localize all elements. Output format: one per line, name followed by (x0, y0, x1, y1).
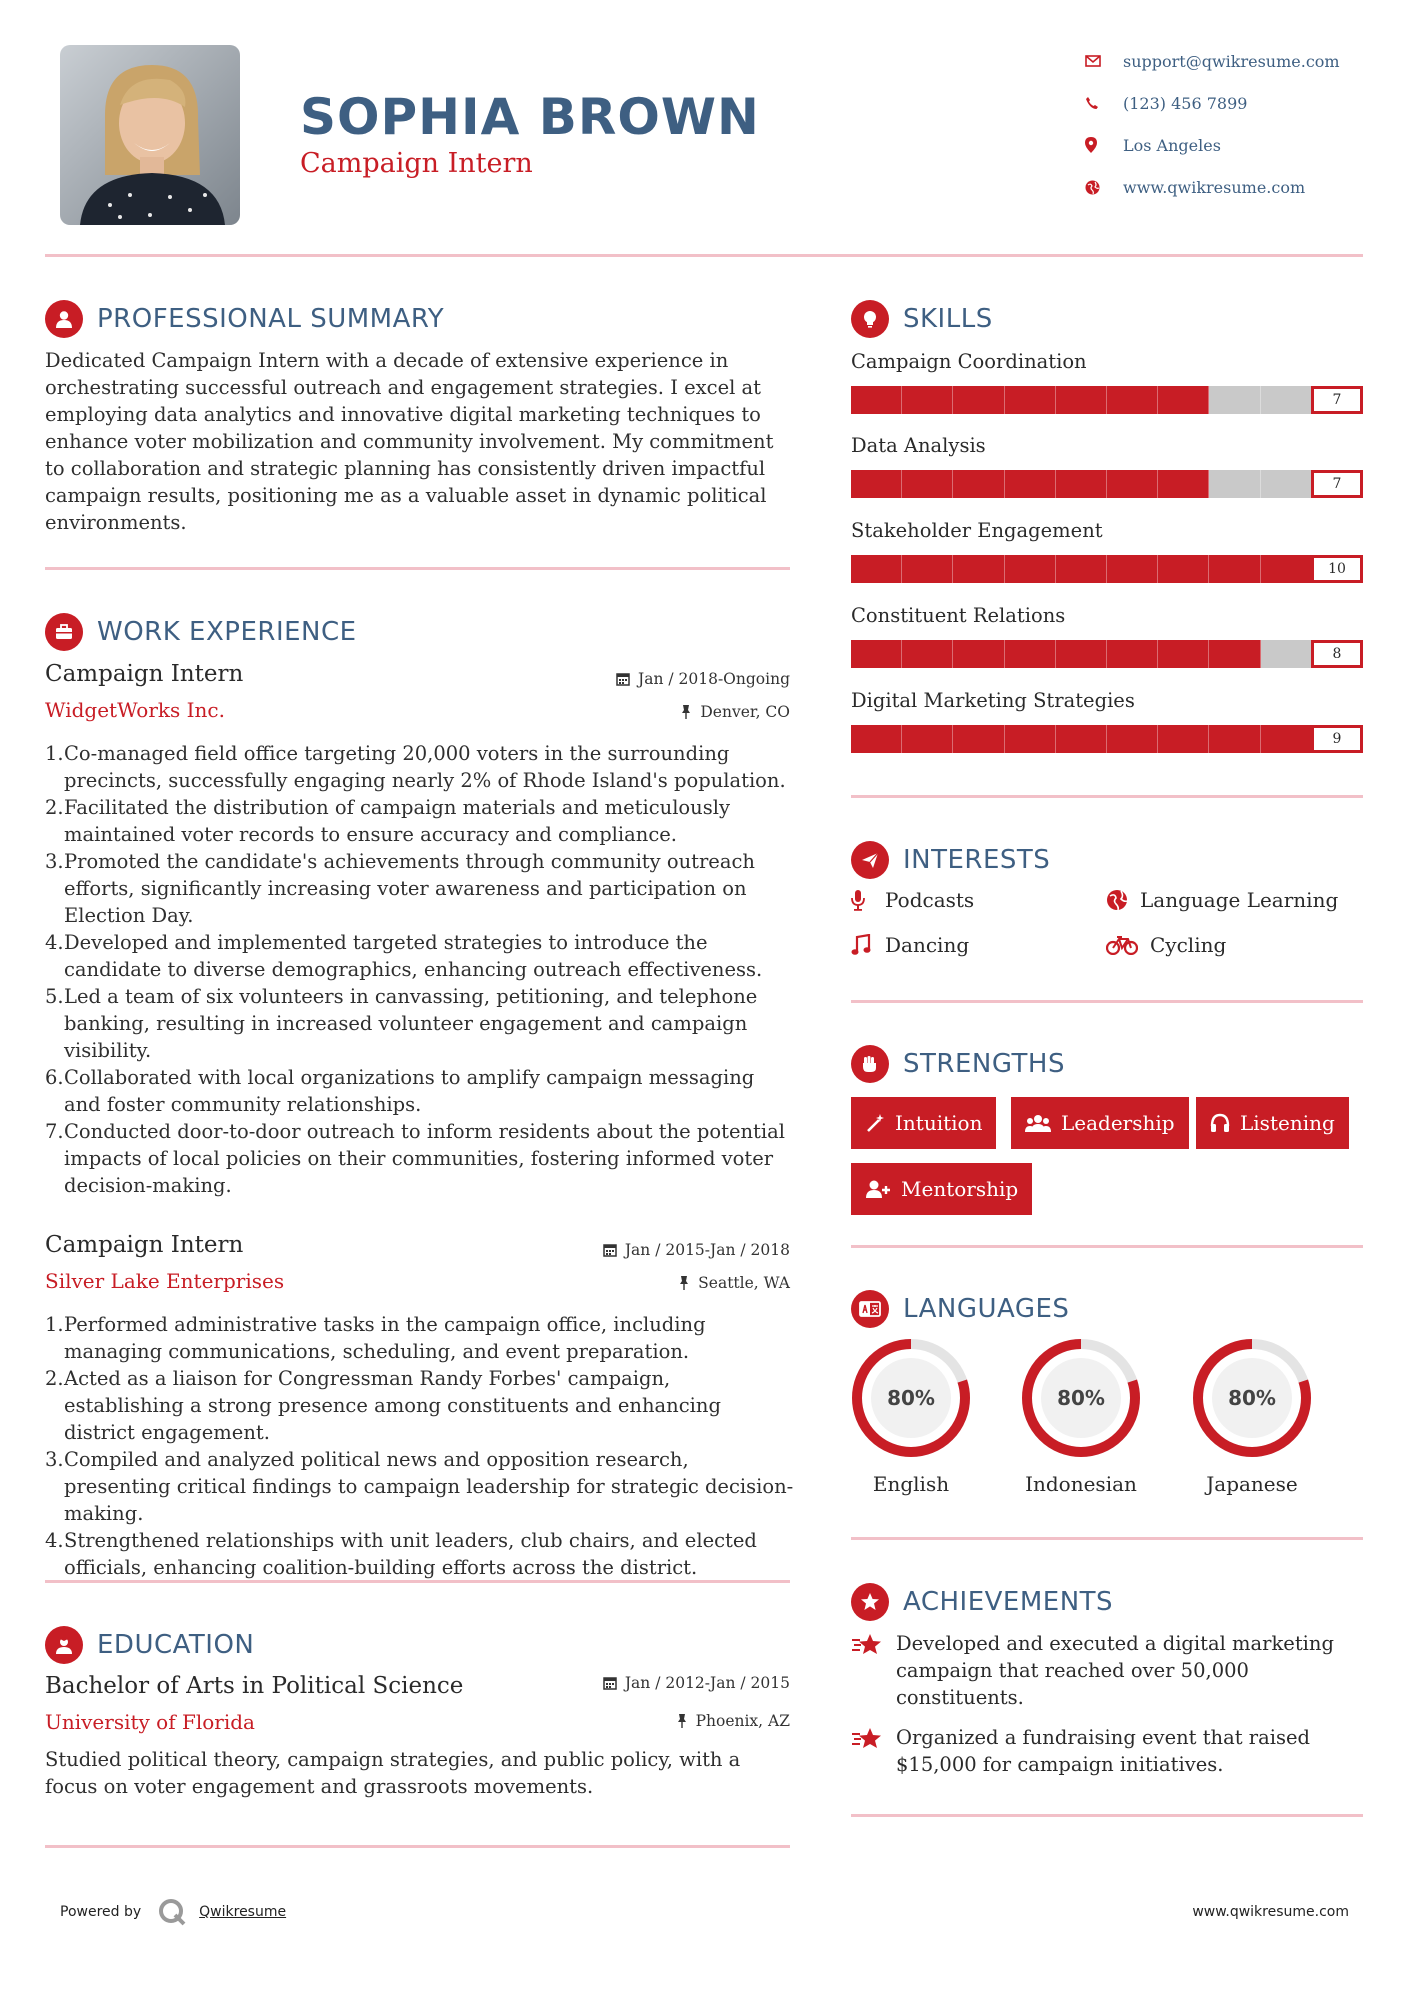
achievements-section-header (851, 1583, 1113, 1621)
globe-icon (1085, 180, 1123, 195)
degree-title: Bachelor of Arts in Political Science (45, 1673, 464, 1699)
skill-bar (851, 640, 1363, 668)
skill-bar-segment (953, 470, 1004, 498)
skill-bar-segment (953, 725, 1004, 753)
skill-bar-segment (902, 725, 953, 753)
languages-heading: LANGUAGES (903, 1294, 1070, 1324)
languages-section-header (851, 1290, 1069, 1328)
skill-bar-segment (902, 555, 953, 583)
list-item: 3. Promoted the candidate's achievements through community outreach efforts, significantly increasing voter awareness and participation on Election Day. (45, 850, 755, 927)
contact-website-text: www.qwikresume.com (1123, 177, 1306, 197)
list-item: 5. Led a team of six volunteers in canvassing, petitioning, and telephone banking, resulting in increased volunteer engagement and campaign visibility. (45, 985, 758, 1062)
education-section-header (45, 1626, 254, 1664)
strength-leadership (1011, 1097, 1189, 1149)
skill-bar-segment (1056, 386, 1107, 414)
strength-mentorship (851, 1163, 1032, 1215)
candidate-title: Campaign Intern (300, 148, 533, 179)
achievement-item-2 (851, 1724, 1361, 1778)
pin-icon (676, 1714, 688, 1728)
achievement-text-2: Organized a fundraising event that raised $15,000 for campaign initiatives. (896, 1726, 1310, 1776)
skill-bar-segment (1005, 555, 1056, 583)
bicycle-icon (1106, 935, 1150, 955)
summary-text: Dedicated Campaign Intern with a decade of extensive experience in orchestrating successful outreach and engagement strategies. I excel at employing data analytics and innovative digital marketing techniques to enhance voter mobilization and community involvement. My commitment to collaboration and strategic planning has consistently driven impactful campaign results, positioning me as a valuable asset in dynamic political environments. (45, 349, 774, 534)
list-item: 2. Facilitated the distribution of campaign materials and meticulously maintained voter records to ensure accuracy and compliance. (45, 796, 730, 846)
fist-icon (851, 1045, 889, 1083)
paper-plane-icon (851, 841, 889, 879)
pin-icon (680, 705, 692, 719)
strengths-section-header (851, 1045, 1065, 1083)
language-indonesian-percent: 80% (1057, 1386, 1105, 1410)
job-2-dates-text: Jan / 2015-Jan / 2018 (624, 1241, 790, 1259)
interest-language-learning-label: Language Learning (1140, 888, 1339, 912)
job-2-location-text: Seattle, WA (698, 1274, 790, 1292)
microphone-icon (851, 889, 885, 911)
language-indonesian-name: Indonesian (1025, 1472, 1137, 1496)
star-icon (851, 1724, 896, 1778)
calendar-icon (616, 672, 630, 686)
globe-icon (1106, 889, 1140, 911)
skill-bar (851, 386, 1363, 414)
skill-bar-segment (1209, 725, 1260, 753)
experience-heading: WORK EXPERIENCE (97, 617, 357, 647)
skill-bar-segment (851, 725, 902, 753)
language-english-name: English (872, 1472, 950, 1496)
interest-dancing (851, 933, 969, 957)
strength-intuition (851, 1097, 996, 1149)
user-icon (45, 300, 83, 338)
skill-name: Campaign Coordination (851, 350, 1087, 373)
lightbulb-icon (851, 300, 889, 338)
contact-list (1085, 40, 1385, 208)
skill-bar-segment (1107, 470, 1158, 498)
list-item: 7. Conducted door-to-door outreach to inform residents about the potential impacts of local policies on their communities, fostering informed voter decision-making. (45, 1120, 785, 1197)
powered-by-label: Powered by (60, 1904, 142, 1920)
phone-icon (1085, 96, 1123, 110)
school-name: University of Florida (45, 1710, 255, 1734)
interest-dancing-label: Dancing (885, 933, 970, 957)
strength-leadership-label: Leadership (1061, 1111, 1175, 1135)
profile-photo (60, 45, 240, 225)
job-2-bullets (45, 1311, 795, 1581)
skills-section-header (851, 300, 993, 338)
star-icon (851, 1630, 896, 1711)
users-icon (1025, 1113, 1051, 1133)
skill-bar (851, 725, 1363, 753)
list-item: 4. Strengthened relationships with unit leaders, club chairs, and elected officials, enhancing coalition-building efforts across the district. (45, 1529, 757, 1579)
language-english (846, 1336, 976, 1496)
job-2-title: Campaign Intern (45, 1232, 244, 1258)
achievements-heading: ACHIEVEMENTS (903, 1587, 1114, 1617)
contact-location-text: Los Angeles (1123, 135, 1221, 155)
job-1-dates (616, 670, 790, 688)
interest-podcasts-label: Podcasts (885, 888, 975, 912)
magic-wand-icon (865, 1113, 885, 1133)
skill-bar-segment (1158, 725, 1209, 753)
job-2-company: Silver Lake Enterprises (45, 1269, 285, 1293)
contact-phone[interactable] (1085, 82, 1385, 124)
headphones-icon (1210, 1113, 1230, 1133)
language-japanese-percent: 80% (1228, 1386, 1276, 1410)
skill-level-value: 8 (1311, 640, 1363, 668)
list-item: 3. Compiled and analyzed political news and opposition research, presenting critical findings to campaign leadership for strategic decision-making. (45, 1448, 794, 1525)
interests-divider (851, 1000, 1363, 1003)
skill-bar-segment (902, 470, 953, 498)
job-2-location (678, 1274, 790, 1292)
language-japanese (1187, 1336, 1317, 1496)
briefcase-icon (45, 613, 83, 651)
job-1-dates-text: Jan / 2018-Ongoing (637, 670, 790, 688)
footer-url[interactable]: www.qwikresume.com (1192, 1904, 1349, 1920)
skills-divider (851, 795, 1363, 798)
user-plus-icon (865, 1179, 891, 1199)
skill-bar-segment (1261, 725, 1312, 753)
job-1-company: WidgetWorks Inc. (45, 698, 225, 722)
qwikresume-logo-icon (157, 1897, 187, 1927)
contact-phone-text: (123) 456 7899 (1123, 93, 1248, 113)
contact-email-text: support@qwikresume.com (1123, 51, 1340, 71)
skill-bar-segment (1261, 640, 1312, 668)
interest-language-learning (1106, 888, 1338, 912)
interests-heading: INTERESTS (903, 845, 1051, 875)
skill-bar-segment (1158, 386, 1209, 414)
skill-bar-segment (1056, 725, 1107, 753)
strength-intuition-label: Intuition (895, 1111, 983, 1135)
job-1-title: Campaign Intern (45, 661, 244, 687)
skill-bar-segment (851, 386, 902, 414)
job-1-location-text: Denver, CO (700, 703, 790, 721)
skill-bar-segment (1005, 725, 1056, 753)
skill-bar-segment (1158, 555, 1209, 583)
header-divider (45, 254, 1363, 257)
interest-cycling (1106, 933, 1226, 957)
calendar-icon (603, 1243, 617, 1257)
education-location-text: Phoenix, AZ (695, 1712, 790, 1730)
skill-bar-segment (1158, 470, 1209, 498)
skill-bar-segment (1056, 470, 1107, 498)
skill-bar-segment (1107, 725, 1158, 753)
education-divider (45, 1845, 790, 1848)
education-location (676, 1712, 790, 1730)
skill-bar-segment (1209, 640, 1260, 668)
language-icon (851, 1290, 889, 1328)
skill-bar-segment (851, 640, 902, 668)
skill-bar (851, 470, 1363, 498)
experience-divider (45, 1580, 790, 1583)
skills-heading: SKILLS (903, 304, 993, 334)
map-marker-icon (1085, 137, 1123, 153)
contact-website[interactable] (1085, 166, 1385, 208)
experience-section-header (45, 613, 357, 651)
strength-mentorship-label: Mentorship (901, 1177, 1019, 1201)
skill-bar-segment (902, 640, 953, 668)
skill-level-value: 10 (1311, 555, 1363, 583)
skill-bar-segment (851, 555, 902, 583)
qwikresume-link[interactable]: Qwikresume (199, 1904, 287, 1920)
skill-bar-segment (851, 470, 902, 498)
skill-bar-segment (1107, 386, 1158, 414)
job-2-dates (603, 1241, 790, 1259)
strengths-heading: STRENGTHS (903, 1049, 1065, 1079)
skill-bar-segment (1209, 470, 1260, 498)
skill-bar-segment (1261, 386, 1312, 414)
summary-divider (45, 567, 790, 570)
envelope-icon (1085, 55, 1123, 67)
interest-podcasts (851, 888, 974, 912)
skill-bar-segment (1209, 386, 1260, 414)
contact-location (1085, 124, 1385, 166)
skill-bar-segment (1005, 470, 1056, 498)
achievement-item-1 (851, 1630, 1361, 1711)
job-1-bullets (45, 740, 795, 1199)
interest-cycling-label: Cycling (1150, 933, 1227, 957)
languages-divider (851, 1537, 1363, 1540)
skill-bar-segment (1005, 386, 1056, 414)
list-item: 1. Performed administrative tasks in the campaign office, including managing communications, scheduling, and event preparation. (45, 1313, 706, 1363)
pin-icon (678, 1276, 690, 1290)
skill-bar-segment (1005, 640, 1056, 668)
education-dates (603, 1674, 790, 1692)
skill-bar-segment (1158, 640, 1209, 668)
music-note-icon (851, 934, 885, 956)
language-english-percent: 80% (887, 1386, 935, 1410)
skill-bar-segment (1107, 640, 1158, 668)
candidate-name: SOPHIA BROWN (300, 88, 760, 146)
list-item: 4. Developed and implemented targeted strategies to introduce the candidate to diverse demographics, enhancing outreach effectiveness. (45, 931, 763, 981)
skill-bar-segment (953, 386, 1004, 414)
footer-powered-by (60, 1897, 286, 1927)
calendar-icon (603, 1676, 617, 1690)
skill-bar-segment (1261, 555, 1312, 583)
education-description: Studied political theory, campaign strategies, and public policy, with a focus on voter engagement and grassroots movements. (45, 1748, 741, 1798)
graduation-icon (45, 1626, 83, 1664)
skill-bar-segment (953, 640, 1004, 668)
skill-name: Digital Marketing Strategies (851, 689, 1135, 712)
strength-listening-label: Listening (1240, 1111, 1335, 1135)
skill-bar-segment (1056, 555, 1107, 583)
skill-level-value: 7 (1311, 470, 1363, 498)
skill-bar-segment (1209, 555, 1260, 583)
skill-bar-segment (953, 555, 1004, 583)
skill-bar-segment (902, 386, 953, 414)
skill-bar (851, 555, 1363, 583)
skill-bar-segment (1107, 555, 1158, 583)
skill-bar-segment (1056, 640, 1107, 668)
language-indonesian (1016, 1336, 1146, 1496)
interests-section-header (851, 841, 1050, 879)
summary-heading: PROFESSIONAL SUMMARY (97, 304, 445, 334)
achievement-text-1: Developed and executed a digital marketing campaign that reached over 50,000 constituents. (896, 1632, 1334, 1709)
skill-name: Stakeholder Engagement (851, 519, 1103, 542)
education-heading: EDUCATION (97, 1630, 255, 1660)
education-dates-text: Jan / 2012-Jan / 2015 (624, 1674, 790, 1692)
contact-email[interactable] (1085, 40, 1385, 82)
skill-name: Data Analysis (851, 434, 986, 457)
skill-level-value: 9 (1311, 725, 1363, 753)
strength-listening (1196, 1097, 1349, 1149)
language-japanese-name: Japanese (1206, 1472, 1298, 1496)
list-item: 2. Acted as a liaison for Congressman Randy Forbes' campaign, establishing a strong presence among constituents and enhancing district engagement. (45, 1367, 721, 1444)
skill-name: Constituent Relations (851, 604, 1066, 627)
strengths-divider (851, 1245, 1363, 1248)
job-1-location (680, 703, 790, 721)
star-badge-icon (851, 1583, 889, 1621)
skill-bar-segment (1261, 470, 1312, 498)
skill-level-value: 7 (1311, 386, 1363, 414)
list-item: 6. Collaborated with local organizations to amplify campaign messaging and foster community relationships. (45, 1066, 755, 1116)
achievements-divider (851, 1814, 1363, 1817)
summary-section-header (45, 300, 444, 338)
list-item: 1. Co-managed field office targeting 20,000 voters in the surrounding precincts, successfully engaging nearly 2% of Rhode Island's population. (45, 742, 786, 792)
